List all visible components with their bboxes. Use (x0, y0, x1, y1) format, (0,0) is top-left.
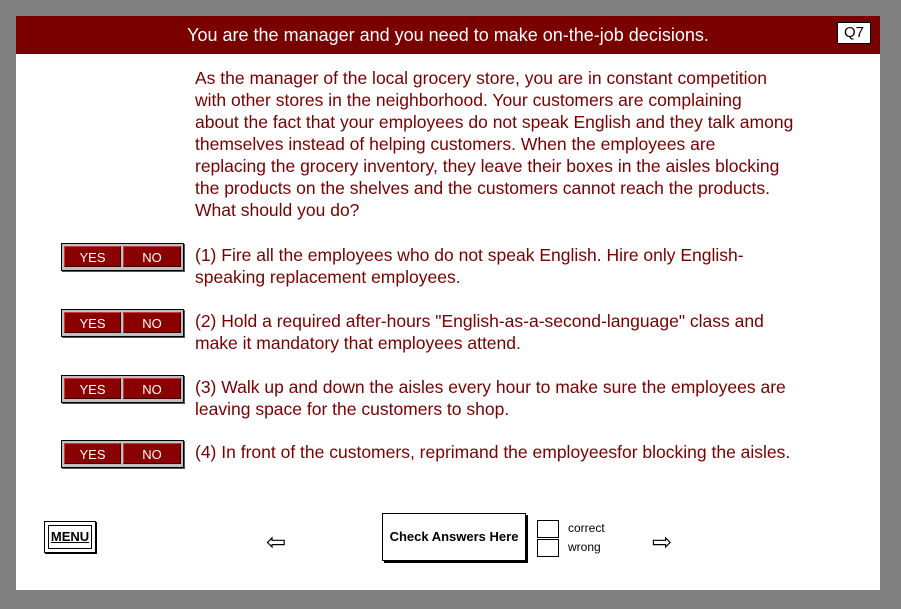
wrong-label: wrong (568, 540, 601, 554)
choice-text: (4) In front of the customers, reprimand the employeesfor blocking the aisles. (195, 442, 791, 462)
menu-button[interactable] (44, 521, 96, 553)
question-number-badge: Q7 (837, 22, 871, 44)
choice-4 (61, 440, 841, 486)
choice-1 (61, 243, 841, 289)
choice-2 (61, 309, 841, 355)
choice-3 (61, 375, 841, 421)
yes-button[interactable]: YES (64, 312, 121, 333)
no-button[interactable]: NO (123, 378, 181, 399)
no-button[interactable]: NO (123, 312, 181, 333)
correct-label: correct (568, 521, 605, 535)
yes-no-toggle (61, 309, 184, 337)
quiz-card (16, 16, 880, 590)
wrong-indicator-box (537, 539, 559, 557)
yes-button[interactable]: YES (64, 246, 121, 267)
yes-no-toggle (61, 375, 184, 403)
next-arrow-icon[interactable]: ⇨ (651, 529, 673, 556)
no-button[interactable]: NO (123, 443, 181, 464)
menu-button-label: MENU (48, 525, 92, 549)
choice-text: (1) Fire all the employees who do not speak English. Hire only English- speaking replacement employees. (195, 245, 744, 287)
choice-text: (3) Walk up and down the aisles every hour to make sure the employees are leaving space for the customers to shop. (195, 377, 786, 419)
page-title: You are the manager and you need to make on-the-job decisions. (187, 25, 709, 45)
choice-text: (2) Hold a required after-hours "English-as-a-second-language" class and make it mandatory that employees attend. (195, 311, 764, 353)
check-answers-button[interactable]: Check Answers Here (382, 513, 526, 561)
no-button[interactable]: NO (123, 246, 181, 267)
yes-button[interactable]: YES (64, 443, 121, 464)
yes-button[interactable]: YES (64, 378, 121, 399)
title-bar (16, 16, 880, 54)
correct-indicator-box (537, 520, 559, 538)
yes-no-toggle (61, 243, 184, 271)
scenario-text: As the manager of the local grocery store, you are in constant competition with other stores in the neighborhood. Your customers are complaining about the fact that your employees do not speak English and they talk among themselves instead of helping customers. When the employees are replacing the grocery inventory, they leave their boxes in the aisles blocking the products on the shelves and the customers cannot reach the products. What should you do? (195, 68, 794, 220)
yes-no-toggle (61, 440, 184, 468)
back-arrow-icon[interactable]: ⇦ (265, 529, 287, 556)
